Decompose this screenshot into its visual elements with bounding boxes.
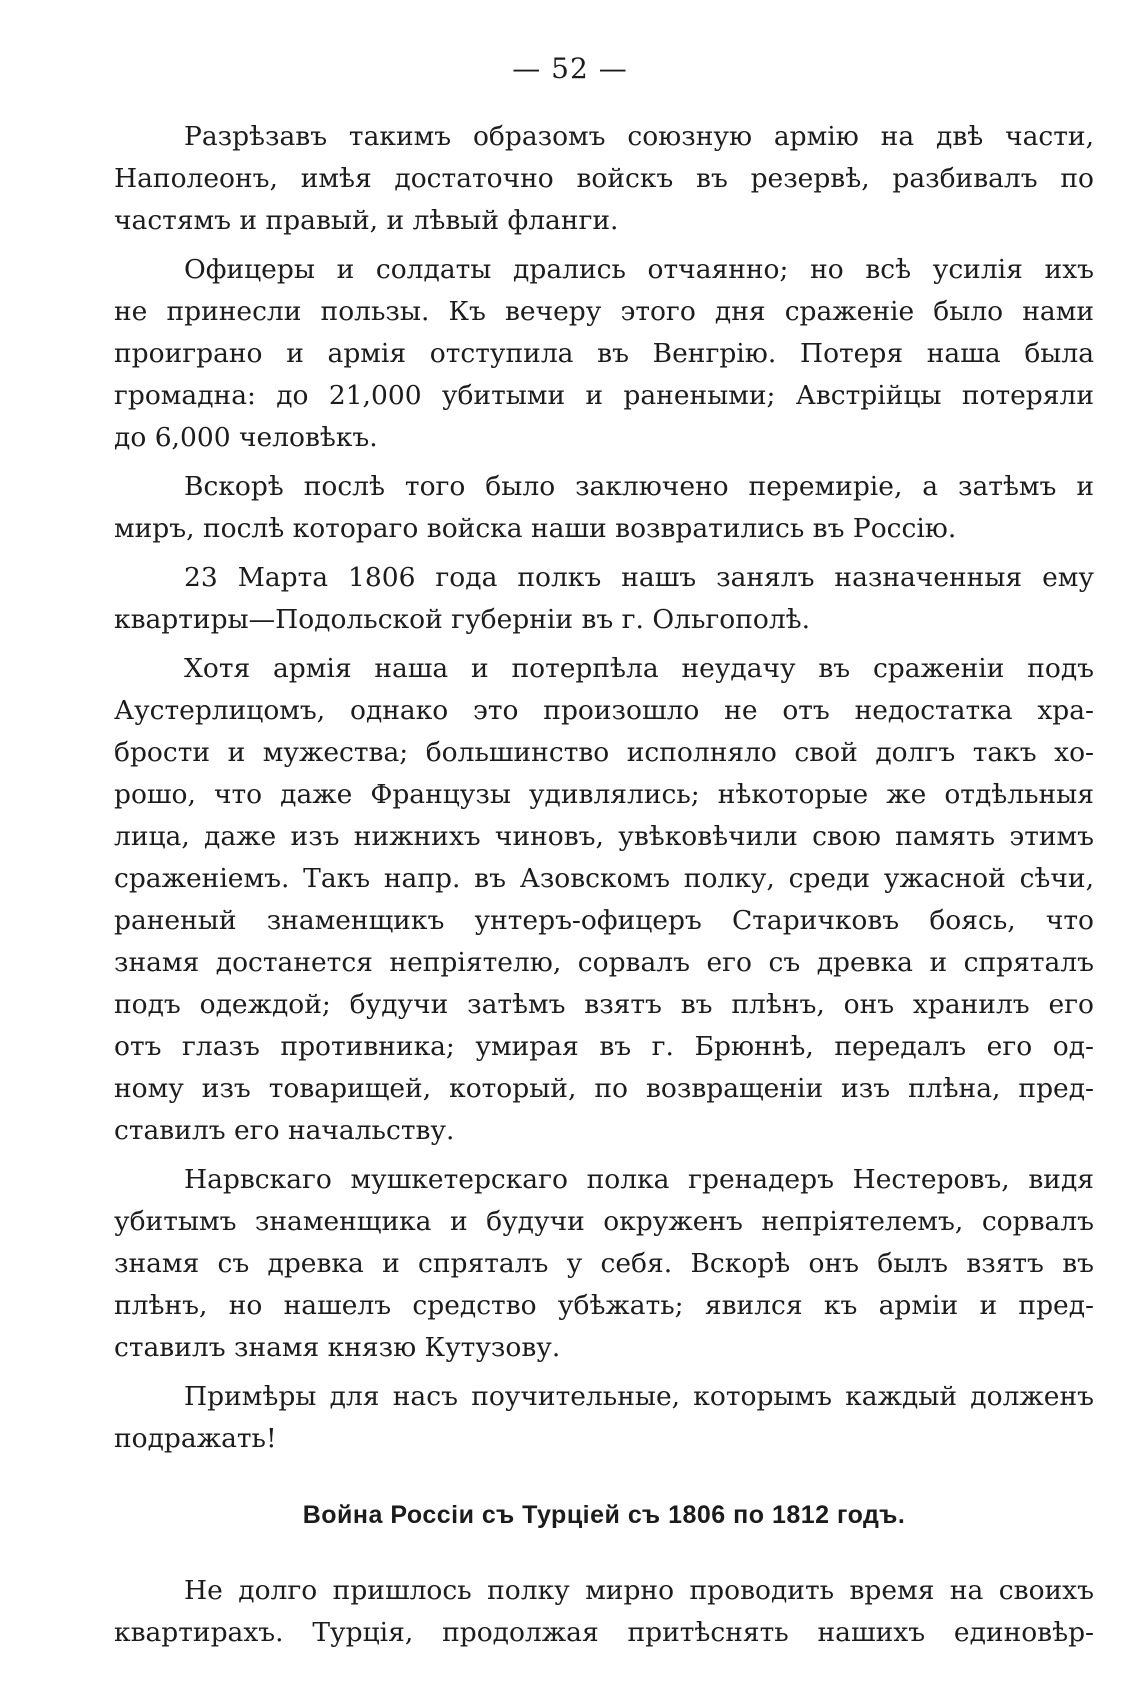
text-line: раненый знаменщикъ унтеръ-офицеръ Старичковъ боясь, что xyxy=(114,905,1094,936)
paragraph-2 xyxy=(114,249,1094,459)
text-line: квартирахъ. Турція, продолжая притѣснять нашихъ единовѣр- xyxy=(114,1617,1094,1648)
text-line: ставилъ его начальству. xyxy=(114,1115,455,1146)
text-line: Вскорѣ послѣ того было заключено перемиріе, а затѣмъ и xyxy=(184,471,1094,502)
text-line: Разрѣзавъ такимъ образомъ союзную армію на двѣ части, xyxy=(184,121,1094,152)
text-line: частямъ и правый, и лѣвый фланги. xyxy=(114,205,619,236)
text-line: Наполеонъ, имѣя достаточно войскъ въ резервѣ, разбивалъ по xyxy=(114,163,1094,194)
text-line: проиграно и армія отступила въ Венгрію. Потеря наша была xyxy=(114,338,1094,369)
text-line: подъ одеждой; будучи затѣмъ взятъ въ плѣнъ, онъ хранилъ его xyxy=(114,989,1094,1020)
text-line: лица, даже изъ нижнихъ чиновъ, увѣковѣчили свою память этимъ xyxy=(114,821,1094,852)
text-line: громадна: до 21,000 убитыми и ранеными; Австрійцы потеряли xyxy=(114,380,1094,411)
paragraph-1 xyxy=(114,116,1094,242)
paragraph-7 xyxy=(114,1376,1094,1460)
text-line: до 6,000 человѣкъ. xyxy=(114,422,378,453)
text-line: Аустерлицомъ, однако это произошло не отъ недостатка хра- xyxy=(114,695,1094,726)
text-line: квартиры—Подольской губерніи въ г. Ольгополѣ. xyxy=(114,604,811,635)
text-line: Не долго пришлось полку мирно проводить время на своихъ xyxy=(184,1575,1094,1606)
text-line: брости и мужества; большинство исполняло свой долгъ такъ хо- xyxy=(114,737,1094,768)
page-number: — 52 — xyxy=(512,52,628,85)
text-line: Хотя армія наша и потерпѣла неудачу въ сраженіи подъ xyxy=(184,653,1094,684)
section-heading: Война Россіи съ Турціей съ 1806 по 1812 годъ. xyxy=(302,1501,906,1529)
paragraph-after-heading xyxy=(114,1570,1094,1654)
text-body xyxy=(114,116,1094,1661)
text-line: убитымъ знаменщика и будучи окруженъ непріятелемъ, сорвалъ xyxy=(114,1206,1094,1237)
paragraph-6 xyxy=(114,1159,1094,1369)
text-line: сраженіемъ. Такъ напр. въ Азовскомъ полку, среди ужасной сѣчи, xyxy=(114,863,1094,894)
text-line: не принесли пользы. Къ вечеру этого дня сраженіе было нами xyxy=(114,296,1094,327)
paragraph-3 xyxy=(114,466,1094,550)
text-line: миръ, послѣ котораго войска наши возвратились въ Россію. xyxy=(114,513,957,544)
text-line: Примѣры для насъ поучительные, которымъ каждый долженъ xyxy=(184,1381,1094,1412)
text-line: плѣнъ, но нашелъ средство убѣжать; явился къ арміи и пред- xyxy=(114,1290,1094,1321)
text-line: ставилъ знамя князю Кутузову. xyxy=(114,1332,561,1363)
text-line: знамя достанется непріятелю, сорвалъ его съ древка и спряталъ xyxy=(114,947,1094,978)
text-line: знамя съ древка и спряталъ у себя. Вскорѣ онъ былъ взятъ въ xyxy=(114,1248,1094,1279)
paragraph-5 xyxy=(114,648,1094,1152)
text-line: отъ глазъ противника; умирая въ г. Брюннѣ, передалъ его од- xyxy=(114,1031,1094,1062)
text-line: 23 Марта 1806 года полкъ нашъ занялъ назначенныя ему xyxy=(184,562,1094,593)
text-line: рошо, что даже Французы удивлялись; нѣкоторые же отдѣльныя xyxy=(114,779,1094,810)
paragraph-4 xyxy=(114,557,1094,641)
text-line: ному изъ товарищей, который, по возвращеніи изъ плѣна, пред- xyxy=(114,1073,1094,1104)
text-line: подражать! xyxy=(114,1423,277,1454)
text-line: Нарвскаго мушкетерскаго полка гренадеръ Нестеровъ, видя xyxy=(184,1164,1094,1195)
text-line: Офицеры и солдаты дрались отчаянно; но всѣ усилія ихъ xyxy=(184,254,1094,285)
